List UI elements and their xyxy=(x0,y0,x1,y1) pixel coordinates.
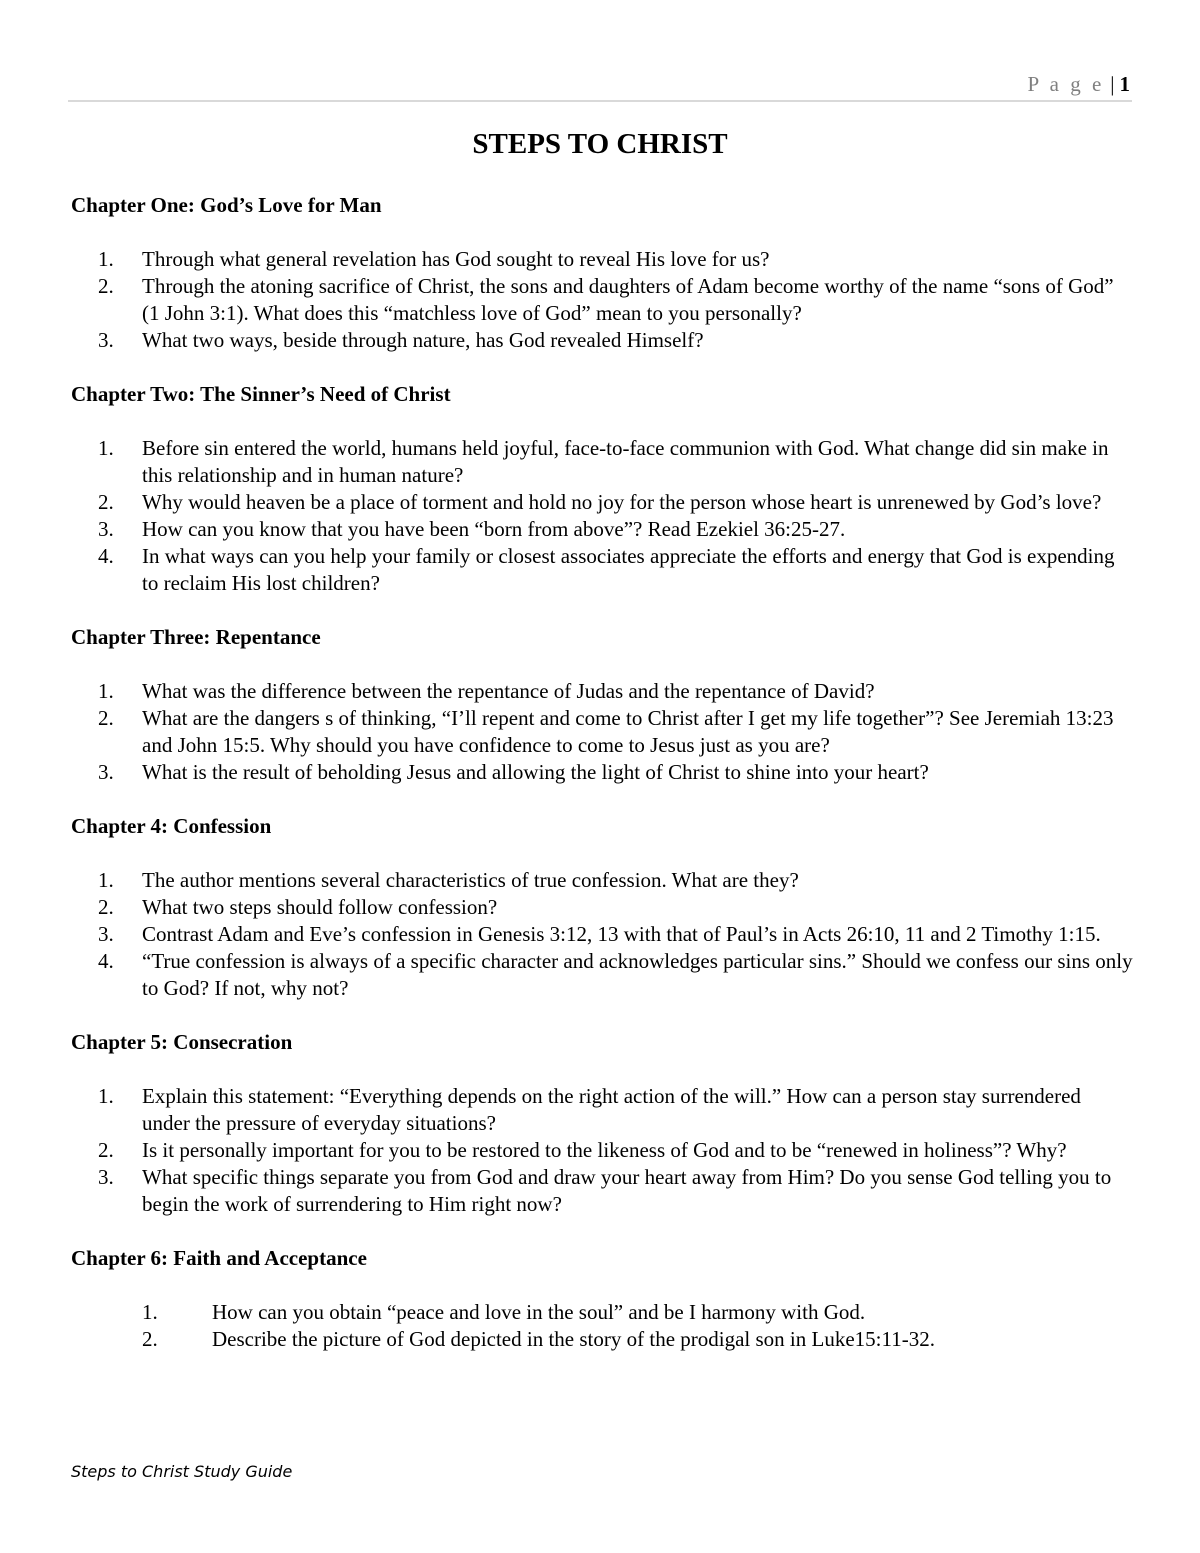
question-number: 2. xyxy=(98,274,114,298)
header-rule xyxy=(68,100,1132,102)
chapter-heading: Chapter 6: Faith and Acceptance xyxy=(71,1246,367,1270)
question-text: Is it personally important for you to be restored to the likeness of God and to be “renewed in holiness”? Why? xyxy=(142,1138,1067,1162)
question-item xyxy=(71,948,1133,1002)
question-number: 2. xyxy=(98,490,114,514)
question-number: 3. xyxy=(98,922,114,946)
question-item xyxy=(71,1326,1133,1353)
question-number: 1. xyxy=(98,868,114,892)
question-text: How can you obtain “peace and love in the soul” and be I harmony with God. xyxy=(212,1300,866,1324)
question-item xyxy=(71,435,1133,489)
question-number: 2. xyxy=(98,895,114,919)
question-number: 4. xyxy=(98,544,114,568)
question-number: 1. xyxy=(98,247,114,271)
question-item xyxy=(71,867,1133,894)
question-text: What two steps should follow confession? xyxy=(142,895,498,919)
question-number: 3. xyxy=(98,517,114,541)
question-list xyxy=(71,246,1133,354)
document-title: STEPS TO CHRIST xyxy=(472,128,728,160)
question-item xyxy=(71,1137,1133,1164)
question-item xyxy=(71,543,1133,597)
page-number: 1 xyxy=(1119,72,1130,96)
question-item xyxy=(71,759,1133,786)
question-number: 3. xyxy=(98,1165,114,1189)
chapter-1 xyxy=(71,192,1133,354)
question-number: 2. xyxy=(142,1327,158,1351)
question-number: 3. xyxy=(98,760,114,784)
question-item xyxy=(71,678,1133,705)
question-item xyxy=(71,705,1133,759)
question-number: 1. xyxy=(98,436,114,460)
question-item xyxy=(71,273,1133,327)
question-text: Explain this statement: “Everything depends on the right action of the will.” How can a person stay surrendered under the pressure of everyday situations? xyxy=(142,1084,1081,1135)
chapter-heading: Chapter One: God’s Love for Man xyxy=(71,193,382,217)
question-item xyxy=(71,1083,1133,1137)
question-text: Before sin entered the world, humans held joyful, face-to-face communion with God. What change did sin make in this relationship and in human nature? xyxy=(142,436,1109,487)
chapter-5 xyxy=(71,1029,1133,1218)
page-footer: Steps to Christ Study Guide xyxy=(71,1462,293,1481)
chapter-4 xyxy=(71,813,1133,1002)
question-text: Why would heaven be a place of torment and hold no joy for the person whose heart is unrenewed by God’s love? xyxy=(142,490,1102,514)
question-number: 1. xyxy=(142,1300,158,1324)
question-text: What is the result of beholding Jesus and allowing the light of Christ to shine into your heart? xyxy=(142,760,929,784)
question-text: What was the difference between the repentance of Judas and the repentance of David? xyxy=(142,679,875,703)
question-item xyxy=(71,921,1133,948)
chapter-heading: Chapter Three: Repentance xyxy=(71,625,321,649)
question-text: Describe the picture of God depicted in the story of the prodigal son in Luke15:11-32. xyxy=(212,1327,935,1351)
question-list xyxy=(71,1299,1133,1353)
question-text: How can you know that you have been “born from above”? Read Ezekiel 36:25-27. xyxy=(142,517,846,541)
question-number: 2. xyxy=(98,706,114,730)
chapter-6 xyxy=(71,1245,1133,1353)
chapter-2 xyxy=(71,381,1133,597)
question-item xyxy=(71,1299,1133,1326)
chapter-heading: Chapter 4: Confession xyxy=(71,814,272,838)
question-number: 2. xyxy=(98,1138,114,1162)
chapter-heading: Chapter Two: The Sinner’s Need of Christ xyxy=(71,382,451,406)
chapter-3 xyxy=(71,624,1133,786)
question-item xyxy=(71,489,1133,516)
question-number: 4. xyxy=(98,949,114,973)
question-text: What two ways, beside through nature, has God revealed Himself? xyxy=(142,328,704,352)
question-item xyxy=(71,516,1133,543)
page-separator: | xyxy=(1110,72,1118,96)
question-list xyxy=(71,678,1133,786)
question-number: 1. xyxy=(98,1084,114,1108)
question-text: Through what general revelation has God sought to reveal His love for us? xyxy=(142,247,770,271)
question-text: What are the dangers s of thinking, “I’ll repent and come to Christ after I get my life together”? See Jeremiah 13:23 and John 15:5. Why should you have confidence to come to Jesus just as you are? xyxy=(142,706,1114,757)
question-item xyxy=(71,327,1133,354)
question-text: What specific things separate you from God and draw your heart away from Him? Do you sense God telling you to begin the work of surrendering to Him right now? xyxy=(142,1165,1112,1216)
question-list xyxy=(71,1083,1133,1218)
question-list xyxy=(71,867,1133,1002)
question-list xyxy=(71,435,1133,597)
question-item xyxy=(71,246,1133,273)
question-number: 3. xyxy=(98,328,114,352)
question-text: In what ways can you help your family or closest associates appreciate the efforts and energy that God is expending to reclaim His lost children? xyxy=(142,544,1115,595)
chapter-heading: Chapter 5: Consecration xyxy=(71,1030,293,1054)
document-body xyxy=(71,192,1133,1380)
page-header xyxy=(1027,72,1130,97)
question-item xyxy=(71,1164,1133,1218)
question-text: Contrast Adam and Eve’s confession in Genesis 3:12, 13 with that of Paul’s in Acts 26:10, 11 and 2 Timothy 1:15. xyxy=(142,922,1101,946)
question-item xyxy=(71,894,1133,921)
question-text: Through the atoning sacrifice of Christ, the sons and daughters of Adam become worthy of the name “sons of God” (1 John 3:1). What does this “matchless love of God” mean to you personally? xyxy=(142,274,1114,325)
question-text: The author mentions several characteristics of true confession. What are they? xyxy=(142,868,799,892)
question-text: “True confession is always of a specific character and acknowledges particular sins.” Should we confess our sins only to God? If not, why not? xyxy=(142,949,1133,1000)
page-label: P a g e xyxy=(1027,72,1105,96)
question-number: 1. xyxy=(98,679,114,703)
